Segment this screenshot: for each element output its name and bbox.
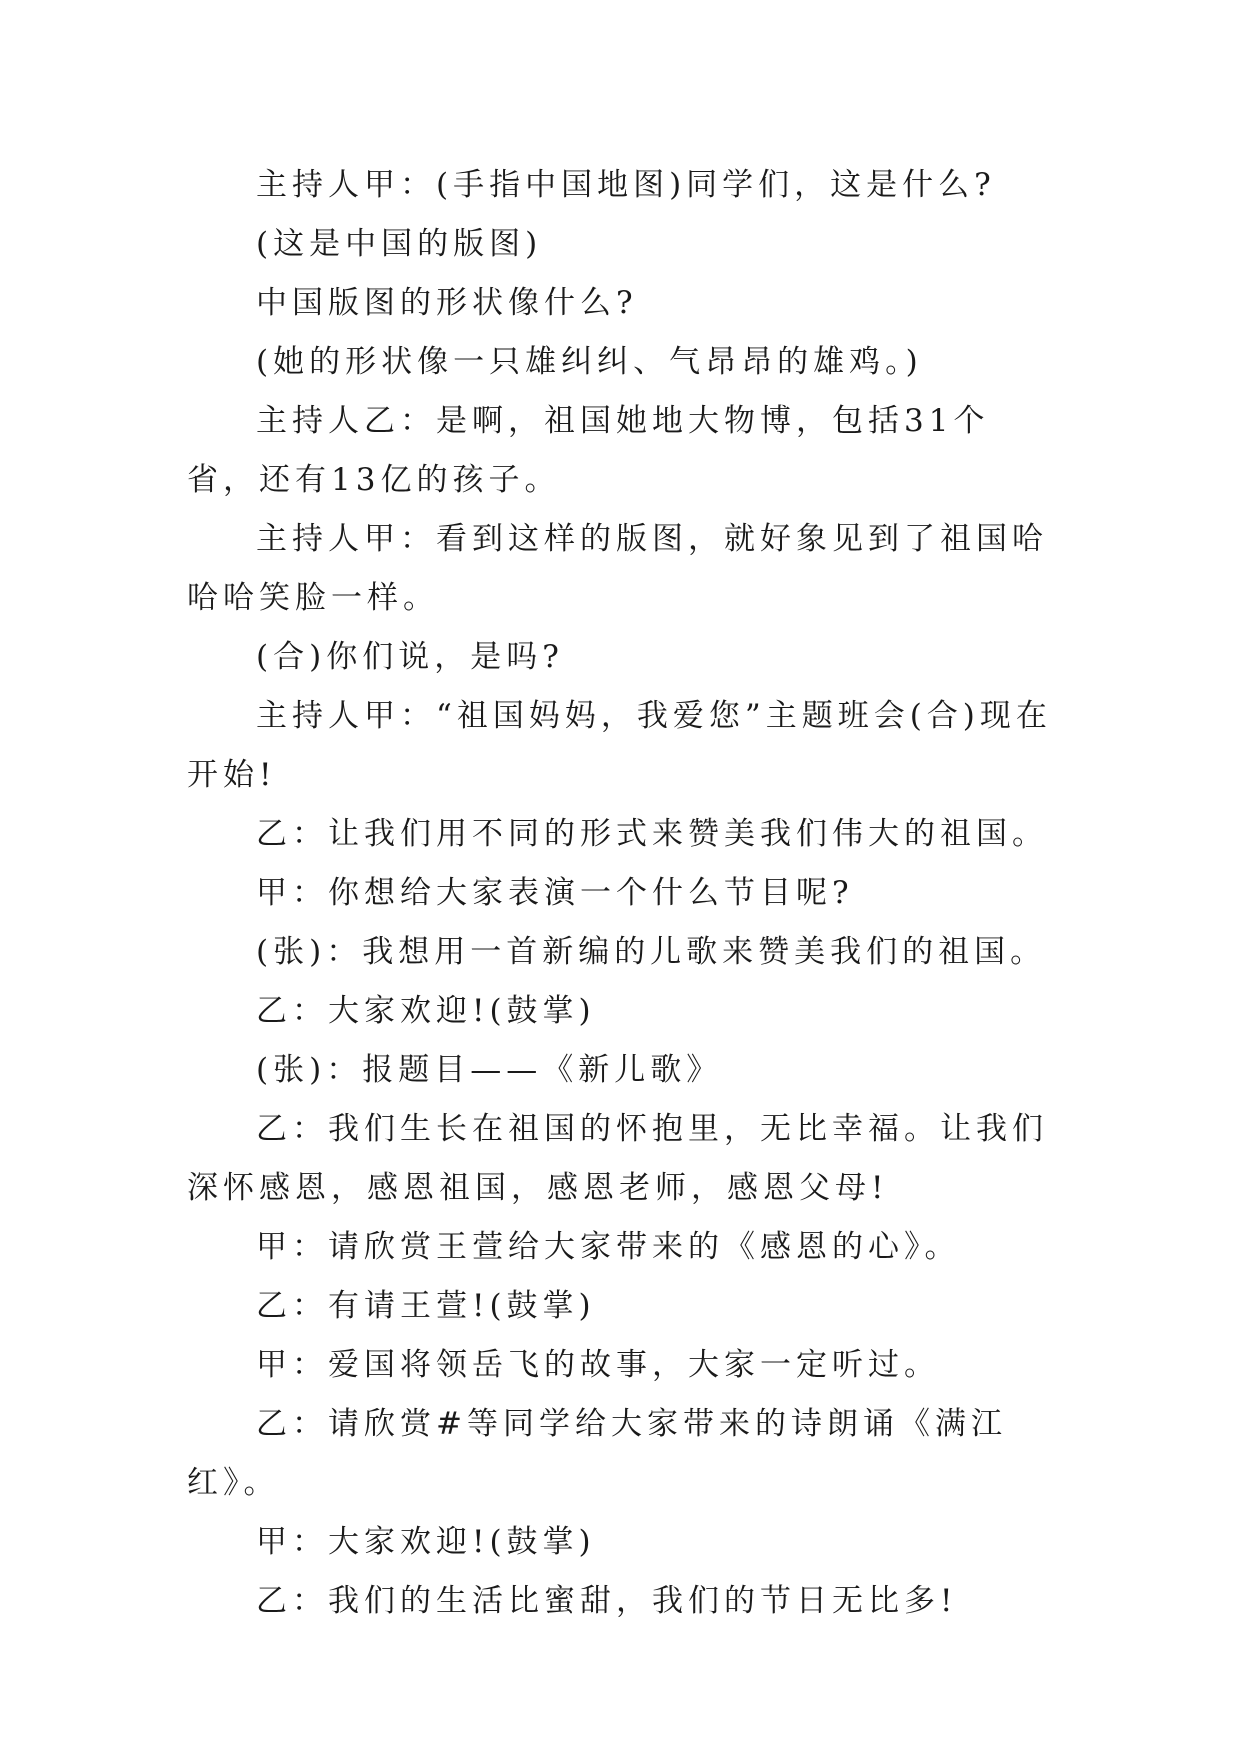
paragraph: (张)：报题目——《新儿歌》 (256, 1052, 723, 1088)
paragraph: 乙：有请王萱!(鼓掌) (256, 1288, 596, 1324)
paragraph: (这是中国的版图) (256, 226, 543, 262)
paragraph: 甲：请欣赏王萱给大家带来的《感恩的心》。 (256, 1229, 961, 1265)
paragraph: 主持人甲：看到这样的版图，就好象见到了祖国哈哈哈笑脸一样。 (187, 521, 1048, 616)
document-page (187, 156, 1057, 1631)
paragraph: 乙：请欣赏#等同学给大家带来的诗朗诵《满江红》。 (187, 1406, 1007, 1501)
paragraph: (她的形状像一只雄纠纠、气昂昂的雄鸡。) (256, 344, 923, 380)
paragraph: 乙：我们生长在祖国的怀抱里，无比幸福。让我们深怀感恩，感恩祖国，感恩老师，感恩父母! (187, 1111, 1048, 1206)
paragraph: 主持人甲：(手指中国地图)同学们，这是什么? (256, 167, 996, 203)
paragraph: 甲：大家欢迎!(鼓掌) (256, 1524, 596, 1560)
paragraph: 甲：你想给大家表演一个什么节目呢? (256, 875, 854, 911)
paragraph: 中国版图的形状像什么? (256, 285, 638, 321)
paragraph: 主持人乙：是啊，祖国她地大物博，包括31个省，还有13亿的孩子。 (187, 403, 990, 498)
paragraph: 乙：大家欢迎!(鼓掌) (256, 993, 596, 1029)
paragraph: 乙：我们的生活比蜜甜，我们的节日无比多! (256, 1583, 958, 1619)
paragraph: 乙：让我们用不同的形式来赞美我们伟大的祖国。 (256, 816, 1048, 852)
paragraph: (合)你们说，是吗? (256, 639, 564, 675)
paragraph: 甲：爱国将领岳飞的故事，大家一定听过。 (256, 1347, 940, 1383)
paragraph: (张)：我想用一首新编的儿歌来赞美我们的祖国。 (256, 934, 1047, 970)
paragraph: 主持人甲：“祖国妈妈，我爱您”主题班会(合)现在开始! (187, 698, 1052, 793)
